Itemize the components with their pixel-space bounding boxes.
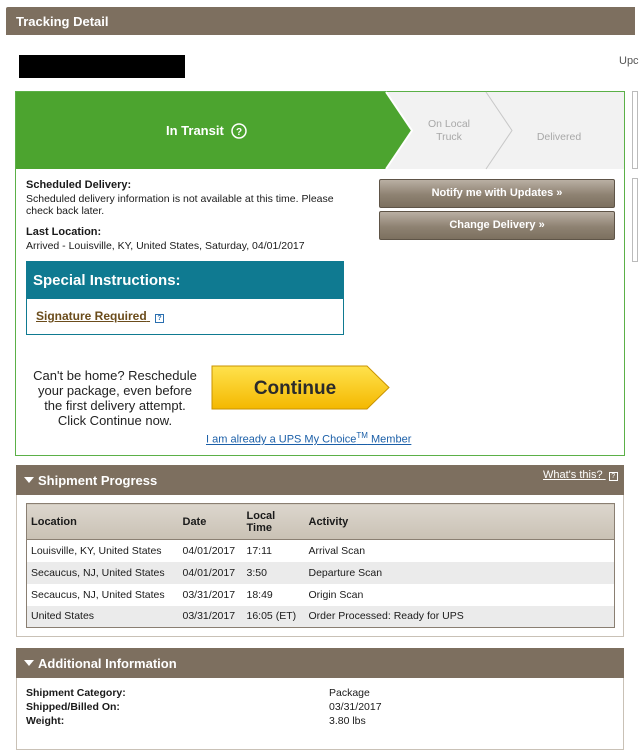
side-panel-fragment [632, 178, 638, 262]
shipment-progress-title: Shipment Progress [38, 473, 158, 488]
cell-location: Secaucus, NJ, United States [31, 588, 165, 601]
help-icon-glyph: ? [235, 127, 243, 138]
cell-location: United States [27, 606, 179, 628]
col-local-time [243, 504, 305, 540]
status-current-label: In Transit [166, 123, 224, 138]
change-delivery-button[interactable]: Change Delivery » [379, 211, 615, 240]
step-on-local-truck-line1: On Local [427, 118, 471, 130]
table-row [27, 606, 615, 628]
reschedule-message [20, 368, 210, 428]
cell-location: Secaucus, NJ, United States [27, 562, 179, 584]
col-date: Date [179, 504, 243, 540]
continue-button[interactable] [211, 365, 391, 410]
col-local-time-line1: Local [246, 509, 276, 522]
info-icon[interactable]: ? [155, 314, 164, 323]
delivery-progress-bar [16, 92, 624, 169]
cell-activity: Arrival Scan [308, 544, 366, 557]
cell-location: Louisville, KY, United States [31, 544, 162, 557]
whats-this-link[interactable] [543, 469, 618, 481]
mychoice-trademark[interactable]: TM [356, 431, 368, 440]
additional-information-header[interactable] [16, 648, 624, 678]
col-activity: Activity [305, 504, 615, 540]
cell-date: 04/01/2017 [179, 562, 243, 584]
shipment-progress-header[interactable] [16, 465, 624, 495]
signature-required-link[interactable] [36, 309, 164, 323]
cell-time: 17:11 [246, 544, 272, 557]
continue-button-label[interactable]: Continue [253, 378, 337, 399]
notify-updates-button[interactable]: Notify me with Updates » [379, 179, 615, 208]
cell-time: 18:49 [246, 588, 273, 601]
special-instructions-box [26, 261, 344, 335]
cell-activity: Origin Scan [308, 588, 364, 601]
table-header-row [27, 504, 615, 540]
collapse-triangle-icon[interactable] [24, 477, 34, 483]
step-delivered: Delivered [536, 131, 582, 143]
signature-required-label[interactable]: Signature Required [36, 309, 147, 323]
table-row [27, 540, 615, 562]
cell-activity: Order Processed: Ready for UPS [305, 606, 615, 628]
shipped-billed-label: Shipped/Billed On: [26, 701, 120, 713]
special-instructions-title: Special Instructions: [27, 262, 343, 299]
cell-date: 03/31/2017 [179, 606, 243, 628]
step-on-local-truck-line2: Truck [436, 131, 462, 143]
table-row [27, 562, 615, 584]
reschedule-line3: the first delivery attempt. [44, 398, 186, 413]
reschedule-line1: Can't be home? Reschedule [33, 368, 197, 383]
tracking-detail-header [6, 7, 635, 35]
scheduled-delivery-label: Scheduled Delivery: [26, 179, 132, 191]
shipment-category-label: Shipment Category: [26, 687, 126, 699]
scheduled-delivery-line1: Scheduled delivery information is not available at this time. Please [26, 193, 334, 205]
reschedule-line2: your package, even before [38, 383, 192, 398]
update-link-fragment[interactable]: Upc [619, 55, 639, 67]
cell-time: 16:05 (ET) [243, 606, 305, 628]
whats-this-label[interactable]: What's this? [543, 469, 603, 481]
last-location-value: Arrived - Louisville, KY, United States, Saturday, 04/01/2017 [26, 240, 305, 252]
weight-label: Weight: [26, 715, 65, 727]
shipped-billed-value: 03/31/2017 [329, 701, 382, 713]
table-row [27, 584, 615, 606]
cell-date: 04/01/2017 [182, 544, 236, 557]
last-location-label: Last Location: [26, 226, 102, 238]
weight-value: 3.80 lbs [329, 715, 366, 727]
ups-my-choice-member-link[interactable] [206, 431, 411, 446]
shipment-category-value: Package [329, 687, 370, 699]
redacted-tracking-number [19, 55, 185, 78]
mychoice-text[interactable]: I am already a UPS My Choice [206, 433, 357, 446]
additional-information-title: Additional Information [38, 656, 177, 671]
cell-time: 3:50 [243, 562, 305, 584]
col-location: Location [27, 504, 179, 540]
collapse-triangle-icon[interactable] [24, 660, 34, 666]
cell-date: 03/31/2017 [182, 588, 236, 601]
col-local-time-line2: Time [246, 521, 272, 534]
shipment-progress-table [26, 503, 615, 628]
cell-activity: Departure Scan [305, 562, 615, 584]
tracking-detail-title: Tracking Detail [16, 14, 109, 29]
info-icon[interactable]: ? [609, 472, 618, 481]
mychoice-member-text[interactable]: Member [367, 433, 412, 446]
reschedule-line4: Click Continue now. [57, 413, 173, 428]
scheduled-delivery-line2: check back later. [26, 205, 105, 217]
side-panel-fragment [632, 91, 638, 169]
